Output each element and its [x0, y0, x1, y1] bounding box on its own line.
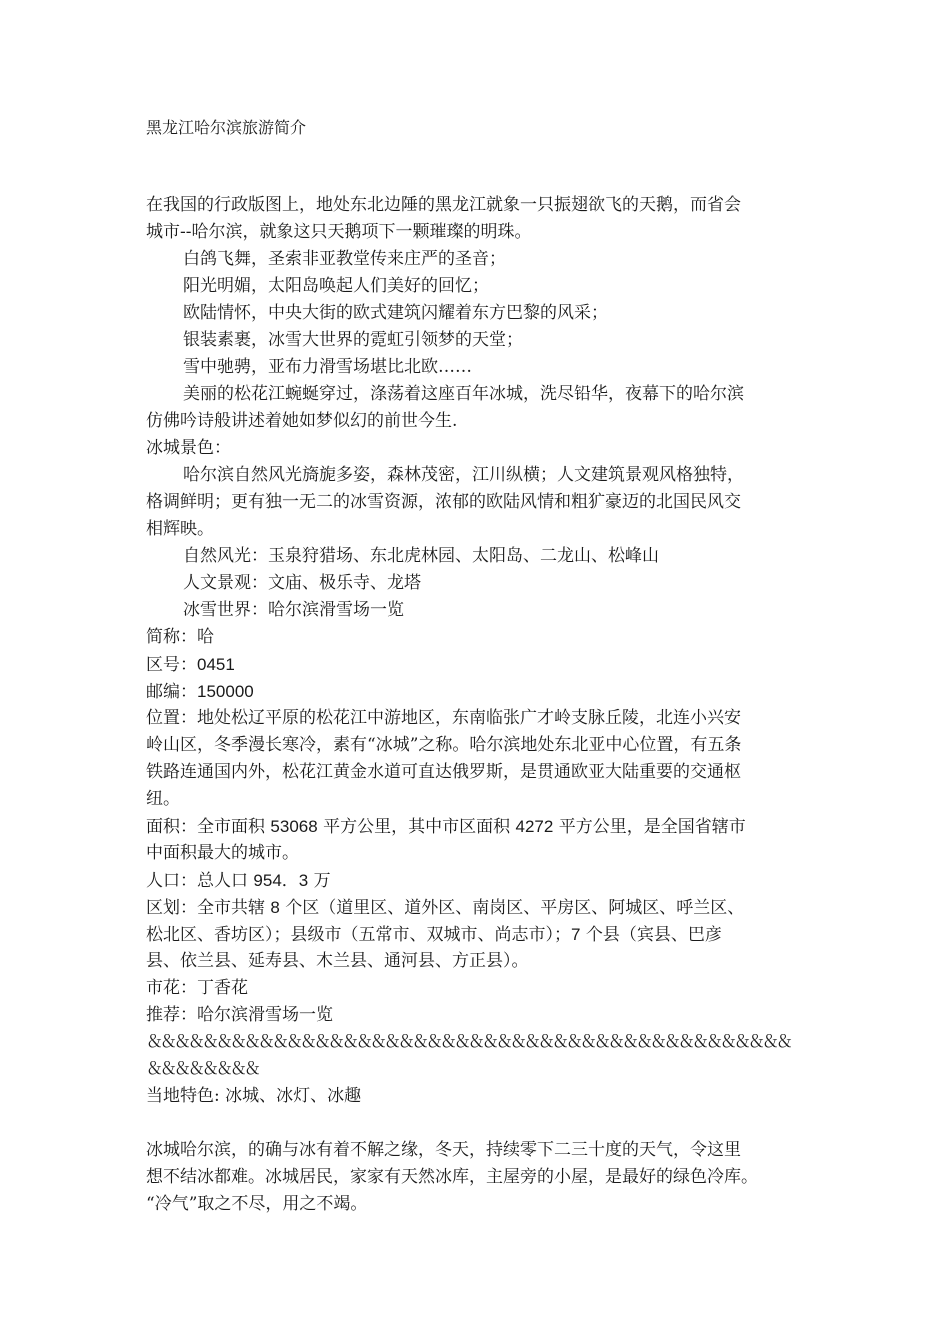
- intro-line-2: 城市--哈尔滨，就象这只天鹅项下一颗璀璨的明珠。: [146, 222, 532, 242]
- paragraph-gap: [146, 1110, 806, 1137]
- scenery-text-line-3: 相辉映。: [146, 519, 214, 539]
- counties-count: 7: [571, 925, 581, 944]
- area-line-2: 中面积最大的城市。: [146, 843, 299, 863]
- scenery-text-line-1: 哈尔滨自然风光旖旎多姿，森林茂密，江川纵横；人文建筑景观风格独特，: [183, 465, 744, 485]
- area-text: 面积：全市面积: [146, 817, 271, 837]
- document-body: [146, 192, 806, 1218]
- districts-text: 松北区、香坊区）；县级市（五常市、双城市、尚志市）；: [146, 925, 571, 945]
- location-line-2: 岭山区，冬季漫长寒冷，素有“冰城”之称。哈尔滨地处东北亚中心位置，有五条: [146, 735, 742, 755]
- area-urban-value: 4272: [515, 817, 554, 836]
- closing-line-1: 冰城哈尔滨，的确与冰有着不解之缘，冬天，持续零下二三十度的天气，令这里: [146, 1140, 741, 1160]
- closing-line-3: “冷气”取之不尽，用之不竭。: [146, 1194, 368, 1214]
- districts-line-2: [146, 921, 806, 948]
- local-features: 当地特色: 冰城、冰灯、冰趣: [146, 1086, 362, 1106]
- songhua-line-1: 美丽的松花江蜿蜒穿过，涤荡着这座百年冰城，洗尽铅华，夜幕下的哈尔滨: [183, 384, 744, 404]
- city-flower: 市花：丁香花: [146, 978, 248, 998]
- scenery-text-line-2: 格调鲜明；更有独一无二的冰雪资源，浓郁的欧陆风情和粗犷豪迈的北国民风交: [146, 492, 741, 512]
- location-line-4: 纽。: [146, 789, 180, 809]
- short-name-row: [146, 624, 806, 651]
- short-name-value: 哈: [197, 627, 214, 647]
- area-code-row: [146, 651, 806, 678]
- scenery-heading: 冰城景色：: [146, 438, 231, 458]
- ampersand-line-2: ＆＆＆＆＆＆＆＆: [146, 1059, 258, 1079]
- poem-line-4: 银装素裹，冰雪大世界的霓虹引领梦的天堂；: [183, 330, 523, 350]
- songhua-line-2: 仿佛吟诗般讲述着她如梦似幻的前世今生.: [146, 411, 458, 431]
- area-code-label: 区号：: [146, 655, 197, 675]
- area-code-value: 0451: [197, 655, 235, 674]
- population-row: [146, 867, 806, 894]
- districts-text: 个区（道里区、道外区、南岗区、平房区、阿城区、呼兰区、: [279, 898, 745, 918]
- population-value: 954．3: [253, 871, 309, 890]
- short-name-label: 简称：: [146, 627, 197, 647]
- postcode-label: 邮编：: [146, 682, 197, 702]
- postcode-value: 150000: [197, 682, 254, 701]
- area-line-1: [146, 813, 806, 840]
- location-line-1: 位置：地处松辽平原的松花江中游地区，东南临张广才岭支脉丘陵，北连小兴安: [146, 708, 741, 728]
- poem-line-1: 白鸽飞舞，圣索非亚教堂传来庄严的圣音；: [183, 249, 506, 269]
- intro-line-1: 在我国的行政版图上，地处东北边陲的黑龙江就象一只振翅欲飞的天鹅，而省会: [146, 195, 741, 215]
- scenery-natural: 自然风光：玉泉狩猎场、东北虎林园、太阳岛、二龙山、松峰山: [183, 546, 659, 566]
- scenery-cultural: 人文景观：文庙、极乐寺、龙塔: [183, 573, 421, 593]
- postcode-row: [146, 678, 806, 705]
- districts-count: 8: [270, 898, 280, 917]
- population-text: 万: [308, 871, 331, 891]
- area-text: 平方公里，其中市区面积: [317, 817, 516, 837]
- scenery-ice-snow: 冰雪世界：哈尔滨滑雪场一览: [183, 600, 404, 620]
- population-text: 人口：总人口: [146, 871, 254, 891]
- area-total-value: 53068: [270, 817, 318, 836]
- districts-line-1: [146, 894, 806, 921]
- poem-line-5: 雪中驰骋，亚布力滑雪场堪比北欧……: [183, 357, 472, 377]
- document-title: 黑龙江哈尔滨旅游简介: [146, 118, 307, 137]
- districts-text: 区划：全市共辖: [146, 898, 271, 918]
- poem-line-3: 欧陆情怀，中央大街的欧式建筑闪耀着东方巴黎的风采；: [183, 303, 608, 323]
- districts-line-3: 县、依兰县、延寿县、木兰县、通河县、方正县）。: [146, 951, 529, 971]
- closing-line-2: 想不结冰都难。冰城居民，家家有天然冰库，主屋旁的小屋，是最好的绿色冷库。: [146, 1167, 758, 1187]
- districts-text: 个县（宾县、巴彦: [580, 925, 722, 945]
- ampersand-line-1: ＆＆＆＆＆＆＆＆＆＆＆＆＆＆＆＆＆＆＆＆＆＆＆＆＆＆＆＆＆＆＆＆＆＆＆＆＆＆＆＆＆＆＆＆＆＆: [146, 1032, 790, 1052]
- location-line-3: 铁路连通国内外，松花江黄金水道可直达俄罗斯，是贯通欧亚大陆重要的交通枢: [146, 762, 741, 782]
- poem-line-2: 阳光明媚，太阳岛唤起人们美好的回忆；: [183, 276, 489, 296]
- area-text: 平方公里，是全国省辖市: [553, 817, 746, 837]
- recommend: 推荐：哈尔滨滑雪场一览: [146, 1005, 333, 1025]
